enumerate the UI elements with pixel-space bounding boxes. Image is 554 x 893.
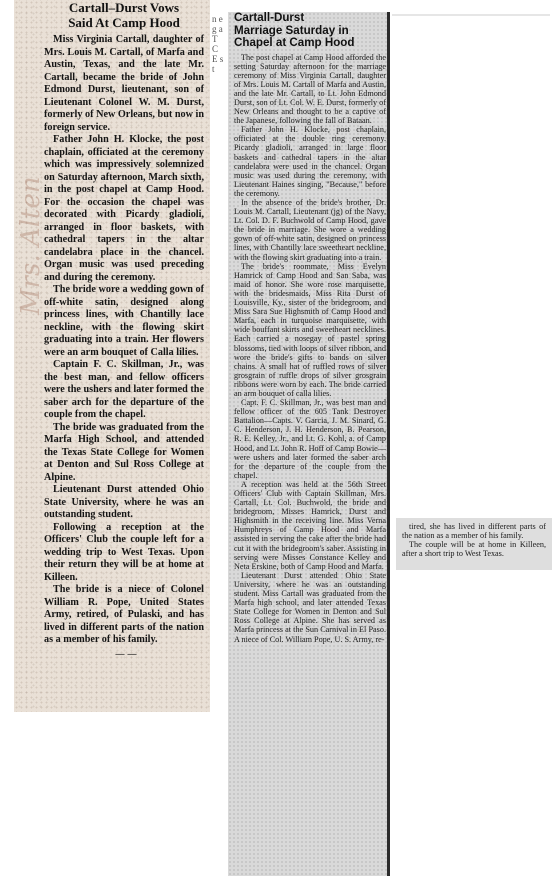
left-paragraph: Following a reception at the Officers' Club the couple left for a wedding trip to West Texas. Upon their return they will be at home at Killeen. <box>44 521 204 583</box>
left-paragraph: Miss Virginia Cartall, daughter of Mrs. Louis M. Cartall, of Marfa and Austin, Texas, and the late Mr. Cartall, became the bride of John Edmond Durst, lieutenant, son of Lieutenant Colonel W. M. Durst, formerly of New Orleans, but now in foreign service. <box>44 34 204 133</box>
left-paragraph: Lieutenant Durst attended Ohio State University, where he was an outstanding student. <box>44 484 204 520</box>
middle-clipping <box>228 12 390 876</box>
left-headline-line1: Cartall–Durst Vows <box>68 0 180 15</box>
left-headline-line2: Said At Camp Hood <box>68 15 180 30</box>
blank-paper-edge <box>392 14 550 16</box>
middle-paragraph: The bride's roommate, Miss Evelyn Hamrick of Camp Hood and San Saba, was maid of honor. She wore rose marquisette, with the bridesmaids, Miss Rita Durst of Louisville, Ky., sister of the bridegroom, and Miss Sara Sue Highsmith of Camp Hood and Marfa, each in turquoise marquisette, with wide bouffant skirts and sweetheart necklines. Each carried a nosegay of pastel spring blossoms, tied with loops of silver ribbon, and wore the bride's gifts to bands on silver chains. A small hat of ruffled rows of silver grosgrain of ruffle drops of silver grosgrain ribbons were worn by each. The bride carried an arm bouquet of calla lilies. <box>234 261 386 398</box>
clipping-border <box>387 12 390 876</box>
middle-paragraph: Lieutenant Durst attended Ohio State University, where he was an outstanding student. Miss Cartall was graduated from the Marfa high school, and later attended Texas State College for Women in Denton and Sul Ross College at Alpine. She has served as Marfa princess at the Sun Carnival in El Paso. A niece of Col. William Pope, U. S. Army, re- <box>234 570 386 644</box>
middle-headline-line3: Chapel at Camp Hood <box>234 36 355 49</box>
left-paragraph: The bride is a niece of Colonel William R. Pope, United States Army, retired, of Pulaski, and has lived in different parts of the nation as a member of his family. <box>44 584 204 645</box>
left-paragraph: The bride wore a wedding gown of off-white satin, designed along princess lines, with Chantilly lace neckline, with the flowing skirt graduating into a train. Her flowers were an arm bouquet of Calla lilies. <box>44 284 204 358</box>
left-article-body <box>44 34 204 647</box>
middle-paragraph: The post chapel at Camp Hood afforded the setting Saturday afternoon for the marriage ceremony of Miss Virginia Cartall, daughter of Mrs. Louis M. Cartall of Marfa and Austin, and the late Mr. Cartall, to Lt. John Edmond Durst, son of Lt. Col. W. E. Durst, formerly of New Orleans and thought to be a captive of the Japanese, following the fall of Bataan. <box>234 52 386 126</box>
middle-headline-line2: Marriage Saturday in <box>234 23 349 37</box>
middle-headline-line1: Cartall-Durst <box>234 12 305 24</box>
middle-paragraph: Capt. F. C. Skillman, Jr., was best man and fellow officer of the 605 Tank Destroyer Battalion—Capts. V. Garcia, J. M. Sinard, G. C. Henderson, J. H. Henderson, B. Pearson, R. E. Kelley, Jr., and Lt. G. Kohl, a. of Camp Hood, and Lt. John R. Hoff of Camp Bowie—were ushers and later formed the saber arch for the departure of the couple from the chapel. <box>234 398 386 480</box>
middle-paragraph: A reception was held at the 56th Street Officers' Club with Captain Skillman, Mrs. Cartall, Lt. Col. Buchwold, the bride and bridegroom, Misses Hamrick, Durst and Highsmith in the receiving line. Miss Verna Humphreys of Camp Hood and Marfa assisted in serving the cake after the bride had cut it with the bridegroom's saber. Assisting in serving were Misses Constance Kelley and Neta Erskine, both of Camp Hood and Marfa. <box>234 479 386 571</box>
right-paragraph: The couple will be at home in Killeen, after a short trip to West Texas. <box>402 540 546 559</box>
left-paragraph: Father John H. Klocke, the post chaplain, officiated at the ceremony which was impressively solemnized on Saturday afternoon, March sixth, in the post chapel at Camp Hood. For the occasion the chapel was decorated with Picardy gladioli, arranged in floor baskets, with cathedral tapers in the altar candelabra place in the chancel. Organ music was used preceding and during the ceremony. <box>44 134 204 283</box>
middle-paragraph: Father John H. Klocke, post chaplain, officiated at the double ring ceremony. Picardy gladioli, arranged in large floor baskets and cathedral tapers in the altar candelabra were used in the chancel. Organ music was used during the ceremony, with Lieutenant Haines singing, "Because," before the ceremony. <box>234 125 386 198</box>
left-paragraph: The bride was graduated from the Marfa High School, and attended the Texas State College for Women at Denton and Sul Ross College at Alpine. <box>44 421 204 483</box>
end-mark: —— <box>115 648 139 660</box>
left-paragraph: Captain F. C. Skillman, Jr., was the best man, and fellow officers were the ushers and later formed the saber arch for the departure of the couple from the chapel. <box>44 359 204 420</box>
left-headline <box>44 0 204 30</box>
middle-paragraph: In the absence of the bride's brother, Dr. Louis M. Cartall, Lieutenant (jg) of the Navy, Lt. Col. D. F. Buchwold of Camp Hood, gave the bride in marriage. She wore a wedding gown of off-white satin, designed on princess lines, with Chantilly lace sweetheart neckline, with the flowing skirt graduating into a train. <box>234 198 386 262</box>
edge-fragment: n e g a T C E s t <box>212 14 224 74</box>
handwritten-note: Mrs. Alten <box>16 176 46 315</box>
middle-headline <box>234 12 390 50</box>
right-paragraph: tired, she has lived in different parts of the nation as a member of his family. <box>402 522 546 541</box>
middle-article-body <box>234 53 386 644</box>
left-clipping <box>14 0 210 712</box>
right-article-body <box>402 522 546 558</box>
right-clipping <box>396 518 552 570</box>
